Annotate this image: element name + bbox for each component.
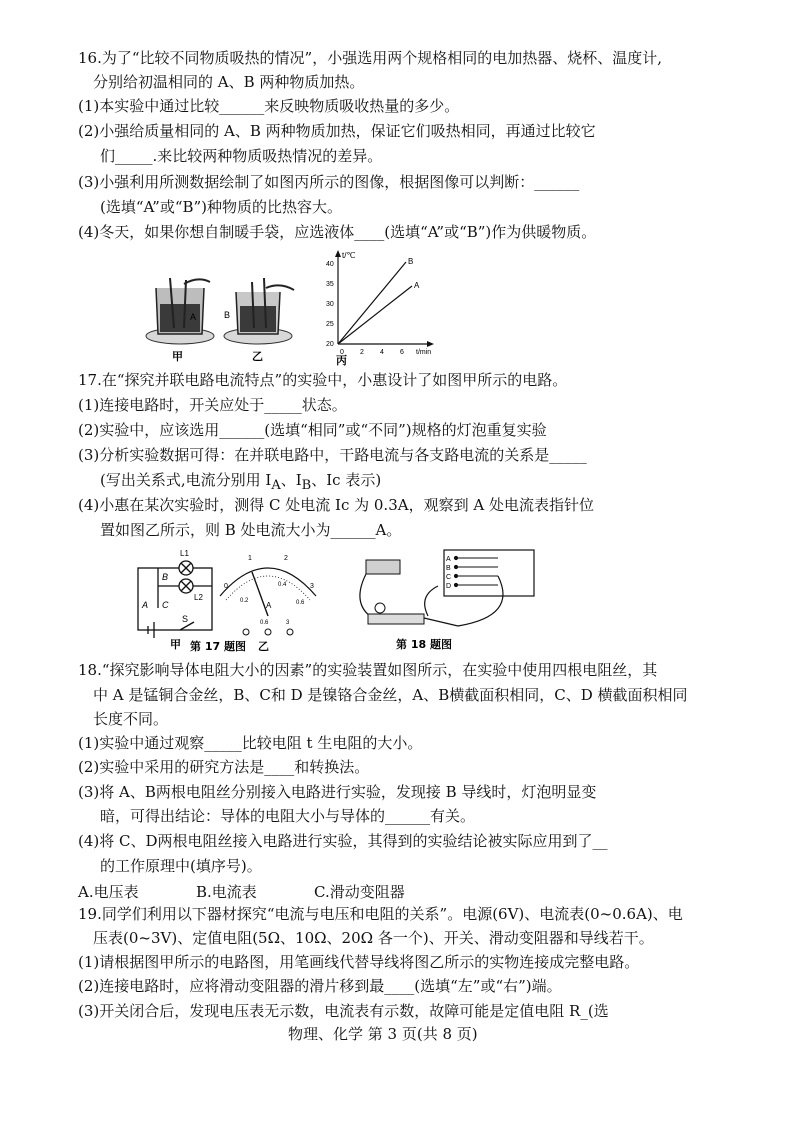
wire-a-label: A <box>446 556 451 563</box>
series-b-label: B <box>408 257 414 266</box>
q18-part-4-cont: 的工作原理中(填序号)。 <box>100 857 262 875</box>
beaker-a-label: A <box>190 312 197 322</box>
q18-option-a: A.电压表 <box>78 883 139 901</box>
label-yi: 乙 <box>252 350 263 363</box>
terminal-3: 3 <box>286 620 290 626</box>
q18-option-b: B.电流表 <box>196 883 257 901</box>
label-jia: 甲 <box>172 350 183 363</box>
fig18-caption: 第 18 题图 <box>396 638 452 651</box>
scale-3: 3 <box>310 583 314 590</box>
beaker-yi <box>224 278 294 344</box>
x-tick-4: 4 <box>380 349 384 356</box>
x-axis-unit: t/min <box>416 349 432 356</box>
q18-line-1: 18.“探究影响导体电阻大小的因素”的实验装置如图所示，在实验中使用四根电阻丝，其 <box>78 661 658 679</box>
point-c-label: C <box>162 600 169 610</box>
label-yi-17: 乙 <box>258 640 269 653</box>
y-tick-25: 25 <box>326 321 334 328</box>
q18-part-3: (3)将 A、B两根电阻丝分别接入电路进行实验，发现接 B 导线时，灯泡明显变 <box>78 783 597 801</box>
point-b-label: B <box>162 572 169 582</box>
sub-b: B <box>301 478 312 493</box>
q16-part-1: (1)本实验中通过比较______来反映物质吸收热量的多少。 <box>78 97 460 115</box>
x-tick-2: 2 <box>360 349 364 356</box>
switch-s-label: S <box>182 614 189 624</box>
page-footer: 物理、化学 第 3 页(共 8 页) <box>288 1025 478 1043</box>
q18-part-3-cont: 暗，可得出结论：导体的电阻大小与导体的______有关。 <box>100 807 476 825</box>
q18-option-c: C.滑动变阻器 <box>314 883 405 901</box>
label-bing: 丙 <box>336 354 347 367</box>
wire-c-label: C <box>446 574 452 581</box>
figure-17-18 <box>128 546 548 656</box>
scale-0-4: 0.4 <box>278 582 287 588</box>
fig17-caption: 第 17 题图 <box>190 640 246 653</box>
series-a-label: A <box>414 281 420 290</box>
x-tick-0: 0 <box>340 349 344 356</box>
q16-line-1: 16.为了“比较不同物质吸热的情况”，小强选用两个规格相同的电加热器、烧杯、温度计, <box>78 49 662 67</box>
q18-line-3: 长度不同。 <box>93 710 169 728</box>
scale-1: 1 <box>248 555 252 562</box>
q16-part-2: (2)小强给质量相同的 A、B 两种物质加热，保证它们吸热相同，再通过比较它 <box>78 122 596 140</box>
q19-part-2: (2)连接电路时，应将滑动变阻器的滑片移到最____(选填“左”或“右”)端。 <box>78 977 562 995</box>
scale-0-6: 0.6 <box>296 600 305 606</box>
q17-part-4: (4)小惠在某次实验时，测得 C 处电流 Ic 为 0.3A，观察到 A 处电流表指针位 <box>78 496 594 514</box>
series-b-line <box>338 262 406 344</box>
wire-b-label: B <box>446 565 451 572</box>
temperature-graph <box>326 250 434 356</box>
q18-line-2: 中 A 是锰铜合金丝，B、C和 D 是镍铬合金丝，A、B横截面积相同，C、D 横截面积相同 <box>93 686 688 704</box>
point-a-label: A <box>142 600 149 610</box>
q17-line-1: 17.在“探究并联电路电流特点”的实验中，小惠设计了如图甲所示的电路。 <box>78 371 568 389</box>
q17-part-1: (1)连接电路时，开关应处于_____状态。 <box>78 396 347 414</box>
q19-part-1: (1)请根据图甲所示的电路图，用笔画线代替导线将图乙所示的实物连接成完整电路。 <box>78 953 640 971</box>
q16-part-3-cont: (选填“A”或“B”)种物质的比热容大。 <box>100 198 343 216</box>
q19-line-2: 压表(0~3V)、定值电阻(5Ω、10Ω、20Ω 各一个)、开关、滑动变阻器和导线若干。 <box>93 929 654 947</box>
y-axis-unit: t/℃ <box>342 251 356 260</box>
wire-d-label: D <box>446 583 452 590</box>
y-tick-20: 20 <box>326 341 334 348</box>
q17-text-c: 、Ic 表示) <box>311 471 382 489</box>
q17-text-b: 、I <box>280 471 302 489</box>
q16-part-3: (3)小强利用所测数据绘制了如图丙所示的图像，根据图像可以判断：______ <box>78 173 580 191</box>
q18-part-1: (1)实验中通过观察_____比较电阻 t 生电阻的大小。 <box>78 734 423 752</box>
q17-part-4-cont: 置如图乙所示，则 B 处电流大小为______A。 <box>100 521 402 539</box>
terminal-0-6: 0.6 <box>260 620 269 626</box>
q19-line-1: 19.同学们利用以下器材探究“电流与电压和电阻的关系”。电源(6V)、电流表(0~0.6A)、电 <box>78 905 683 923</box>
y-tick-40: 40 <box>326 261 334 268</box>
scale-2: 2 <box>284 555 288 562</box>
label-jia-17: 甲 <box>170 638 181 651</box>
q18-part-4: (4)将 C、D两根电阻丝接入电路进行实验，其得到的实验结论被实际应用到了__ <box>78 832 608 850</box>
sub-a: A <box>271 478 281 493</box>
x-tick-6: 6 <box>400 349 404 356</box>
q19-part-3: (3)开关闭合后，发现电压表无示数，电流表有示数，故障可能是定值电阻 R_(选 <box>78 1002 609 1020</box>
q17-text-a: (写出关系式,电流分别用 I <box>100 471 272 489</box>
scale-0-2: 0.2 <box>240 598 249 604</box>
meter-unit-a: A <box>266 601 272 610</box>
series-a-line <box>338 286 412 344</box>
q17-part-2: (2)实验中，应该选用______(选填“相同”或“不同”)规格的灯泡重复实验 <box>78 421 547 439</box>
lamp-l2-label: L2 <box>194 593 203 602</box>
q16-part-4: (4)冬天，如果你想自制暖手袋，应选液体____(选填“A”或“B”)作为供暖物质。 <box>78 223 597 241</box>
q17-part-3-cont <box>100 470 381 496</box>
q16-part-2-cont: 们_____.来比较两种物质吸热情况的差异。 <box>100 147 383 165</box>
y-tick-30: 30 <box>326 301 334 308</box>
beaker-jia <box>146 278 214 344</box>
q18-part-2: (2)实验中采用的研究方法是____和转换法。 <box>78 758 370 776</box>
figure-16 <box>140 248 450 368</box>
q16-line-2: 分别给初温相同的 A、B 两种物质加热。 <box>93 73 365 91</box>
scale-0: 0 <box>224 583 228 590</box>
y-tick-35: 35 <box>326 281 334 288</box>
lamp-l1-label: L1 <box>180 549 189 558</box>
beaker-b-label: B <box>224 310 231 320</box>
q17-part-3: (3)分析实验数据可得：在并联电路中，干路电流与各支路电流的关系是_____ <box>78 446 587 464</box>
